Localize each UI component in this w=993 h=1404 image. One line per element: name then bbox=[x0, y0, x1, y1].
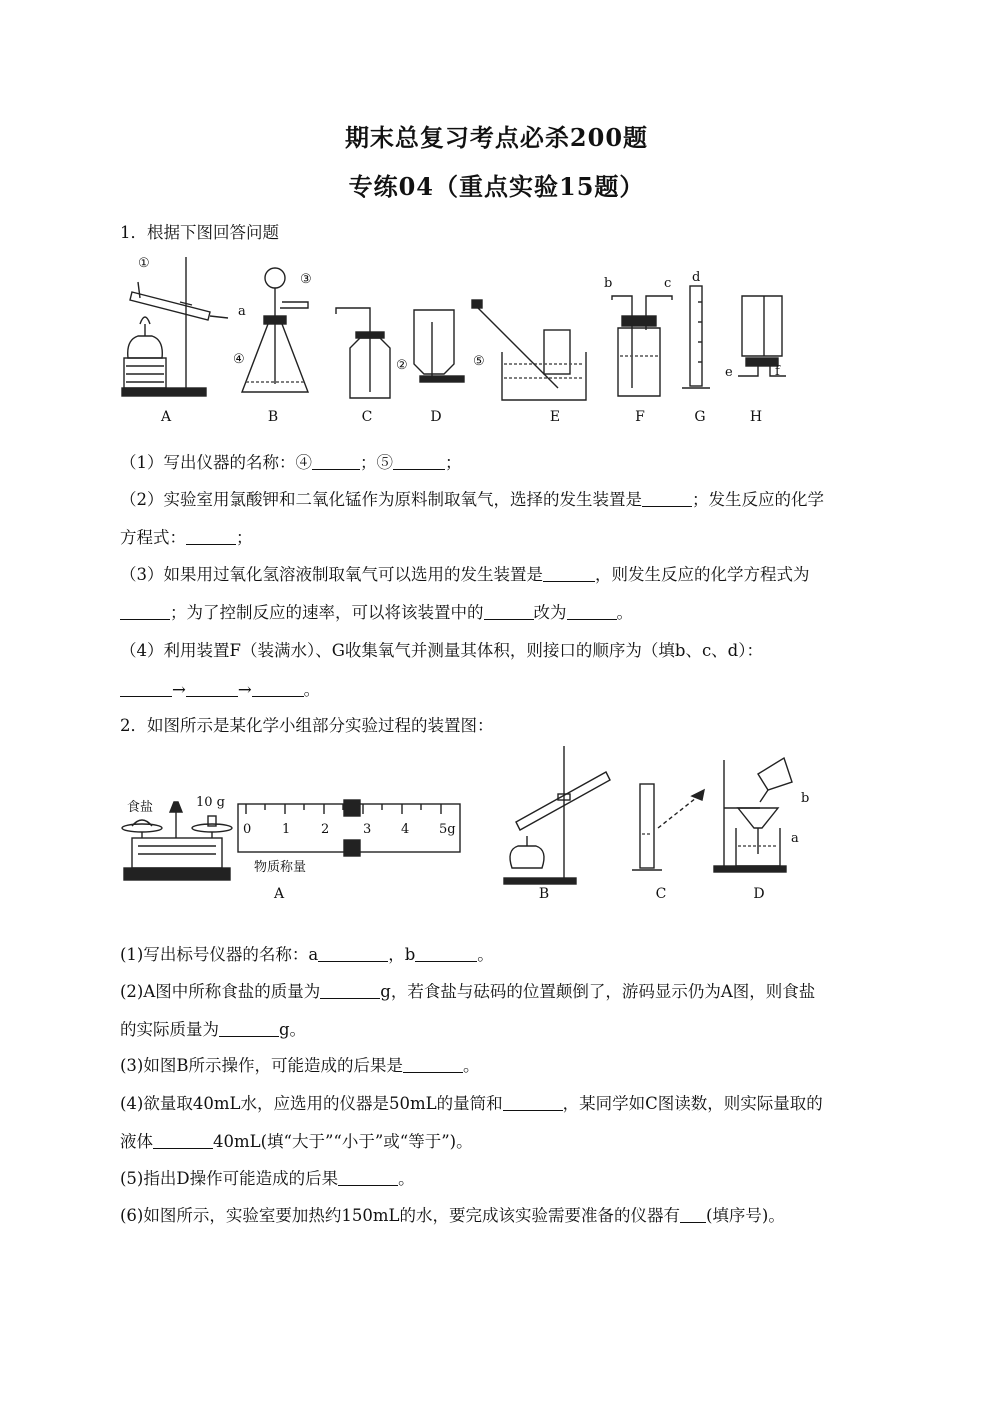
q1-line-7: → → 。 bbox=[120, 676, 320, 700]
q2-line-4: (3)如图B所示操作，可能造成的后果是 。 bbox=[120, 1056, 480, 1075]
label-a2: a bbox=[791, 831, 799, 846]
apparatus-g bbox=[682, 286, 710, 388]
answer-blank[interactable] bbox=[503, 1094, 563, 1112]
apparatus-c2 bbox=[632, 784, 704, 870]
page-title: 期末总复习考点必杀200题 bbox=[344, 123, 649, 152]
ruler-tick-3: 3 bbox=[363, 822, 372, 837]
answer-blank[interactable] bbox=[120, 680, 172, 698]
label-e: e bbox=[725, 365, 733, 380]
apparatus-f bbox=[612, 296, 672, 396]
label-b2: b bbox=[801, 791, 810, 806]
question-2-stem: 2．如图所示是某化学小组部分实验过程的装置图： bbox=[120, 716, 494, 735]
label-weight: 10 g bbox=[196, 795, 225, 810]
q1-line-4: （3）如果用过氧化氢溶液制取氧气可以选用的发生装置是 ，则发生反应的化学方程式为 bbox=[120, 565, 810, 584]
label-circled-2: ② bbox=[396, 358, 408, 373]
q2-line-3: 的实际质量为 g。 bbox=[120, 1020, 307, 1039]
caption-c: C bbox=[361, 409, 373, 425]
answer-blank[interactable] bbox=[318, 945, 388, 963]
ruler-tick-5: 5g bbox=[439, 822, 456, 837]
question-1-stem: 1．根据下图回答问题 bbox=[120, 223, 279, 242]
q1-line-1: （1）写出仪器的名称：④ ；⑤ ； bbox=[120, 453, 462, 472]
apparatus-c bbox=[336, 308, 390, 398]
label-circled-5: ⑤ bbox=[473, 354, 485, 369]
caption2-d: D bbox=[753, 886, 765, 902]
ruler-label: 物质称量 bbox=[254, 860, 307, 875]
apparatus-b bbox=[242, 268, 308, 392]
ruler-tick-1: 1 bbox=[282, 822, 291, 837]
q2-line-1: (1)写出标号仪器的名称：a ，b 。 bbox=[120, 945, 494, 964]
label-d: d bbox=[692, 270, 701, 285]
answer-blank[interactable] bbox=[415, 945, 477, 963]
caption-d: D bbox=[430, 409, 442, 425]
label-circled-4: ④ bbox=[233, 352, 245, 367]
caption-f: F bbox=[635, 409, 645, 425]
answer-blank[interactable] bbox=[120, 603, 170, 621]
apparatus-b2 bbox=[504, 746, 610, 884]
label-c: c bbox=[664, 276, 672, 291]
caption-a: A bbox=[160, 409, 172, 425]
label-circled-1: ① bbox=[138, 256, 150, 271]
q2-line-7: (5)指出D操作可能造成的后果 。 bbox=[120, 1169, 415, 1188]
caption-g: G bbox=[694, 409, 706, 425]
answer-blank[interactable] bbox=[642, 490, 692, 508]
ruler-tick-4: 4 bbox=[401, 822, 410, 837]
ruler-tick-0: 0 bbox=[243, 822, 252, 837]
apparatus-e bbox=[472, 300, 586, 400]
answer-blank[interactable] bbox=[186, 528, 236, 546]
apparatus-d bbox=[414, 310, 464, 382]
answer-blank[interactable] bbox=[567, 603, 617, 621]
answer-blank[interactable] bbox=[393, 453, 445, 471]
q2-line-5: (4)欲量取40mL水，应选用的仪器是50mL的量筒和 ，某同学如C图读数，则实际量取的 bbox=[120, 1094, 823, 1113]
q2-line-8: (6)如图所示，实验室要加热约150mL的水，要完成该实验需要准备的仪器有 (填序号)。 bbox=[120, 1206, 785, 1225]
caption-e: E bbox=[549, 409, 561, 425]
label-a: a bbox=[238, 304, 246, 319]
q1-line-5: ；为了控制反应的速率，可以将该装置中的 改为 。 bbox=[120, 599, 633, 623]
q1-line-3: 方程式： ； bbox=[120, 528, 253, 547]
answer-blank[interactable] bbox=[153, 1132, 213, 1150]
answer-blank[interactable] bbox=[543, 565, 595, 583]
caption-h: H bbox=[749, 409, 763, 425]
label-f: f bbox=[775, 364, 780, 379]
answer-blank[interactable] bbox=[320, 982, 380, 1000]
ruler-a bbox=[238, 800, 460, 856]
caption-b: B bbox=[267, 409, 279, 425]
answer-blank[interactable] bbox=[680, 1206, 706, 1224]
answer-blank[interactable] bbox=[252, 680, 304, 698]
apparatus-a bbox=[122, 257, 228, 396]
caption2-a: A bbox=[273, 886, 285, 902]
label-b: b bbox=[604, 276, 613, 291]
q1-line-2: （2）实验室用氯酸钾和二氧化锰作为原料制取氧气，选择的发生装置是 ；发生反应的化学 bbox=[120, 490, 824, 509]
ruler-tick-2: 2 bbox=[321, 822, 330, 837]
page-subtitle: 专练04（重点实验15题） bbox=[348, 172, 645, 201]
caption2-b: B bbox=[538, 886, 550, 902]
q2-line-2: (2)A图中所称食盐的质量为 g，若食盐与砝码的位置颠倒了，游码显示仍为A图，则食盐 bbox=[120, 982, 816, 1001]
answer-blank[interactable] bbox=[186, 680, 238, 698]
answer-blank[interactable] bbox=[484, 603, 534, 621]
answer-blank[interactable] bbox=[403, 1056, 463, 1074]
label-circled-3: ③ bbox=[300, 272, 312, 287]
answer-blank[interactable] bbox=[338, 1169, 398, 1187]
caption2-c: C bbox=[655, 886, 667, 902]
label-salt: 食盐 bbox=[127, 800, 154, 815]
q2-line-6: 液体 40mL(填“大于”“小于”或“等于”)。 bbox=[120, 1132, 473, 1151]
answer-blank[interactable] bbox=[219, 1020, 279, 1038]
q1-line-6: （4）利用装置F（装满水）、G收集氧气并测量其体积，则接口的顺序为（填b、c、d）： bbox=[120, 641, 763, 660]
apparatus-d2 bbox=[714, 758, 792, 872]
q2-apparatus-figure bbox=[118, 742, 818, 892]
answer-blank[interactable] bbox=[312, 453, 360, 471]
